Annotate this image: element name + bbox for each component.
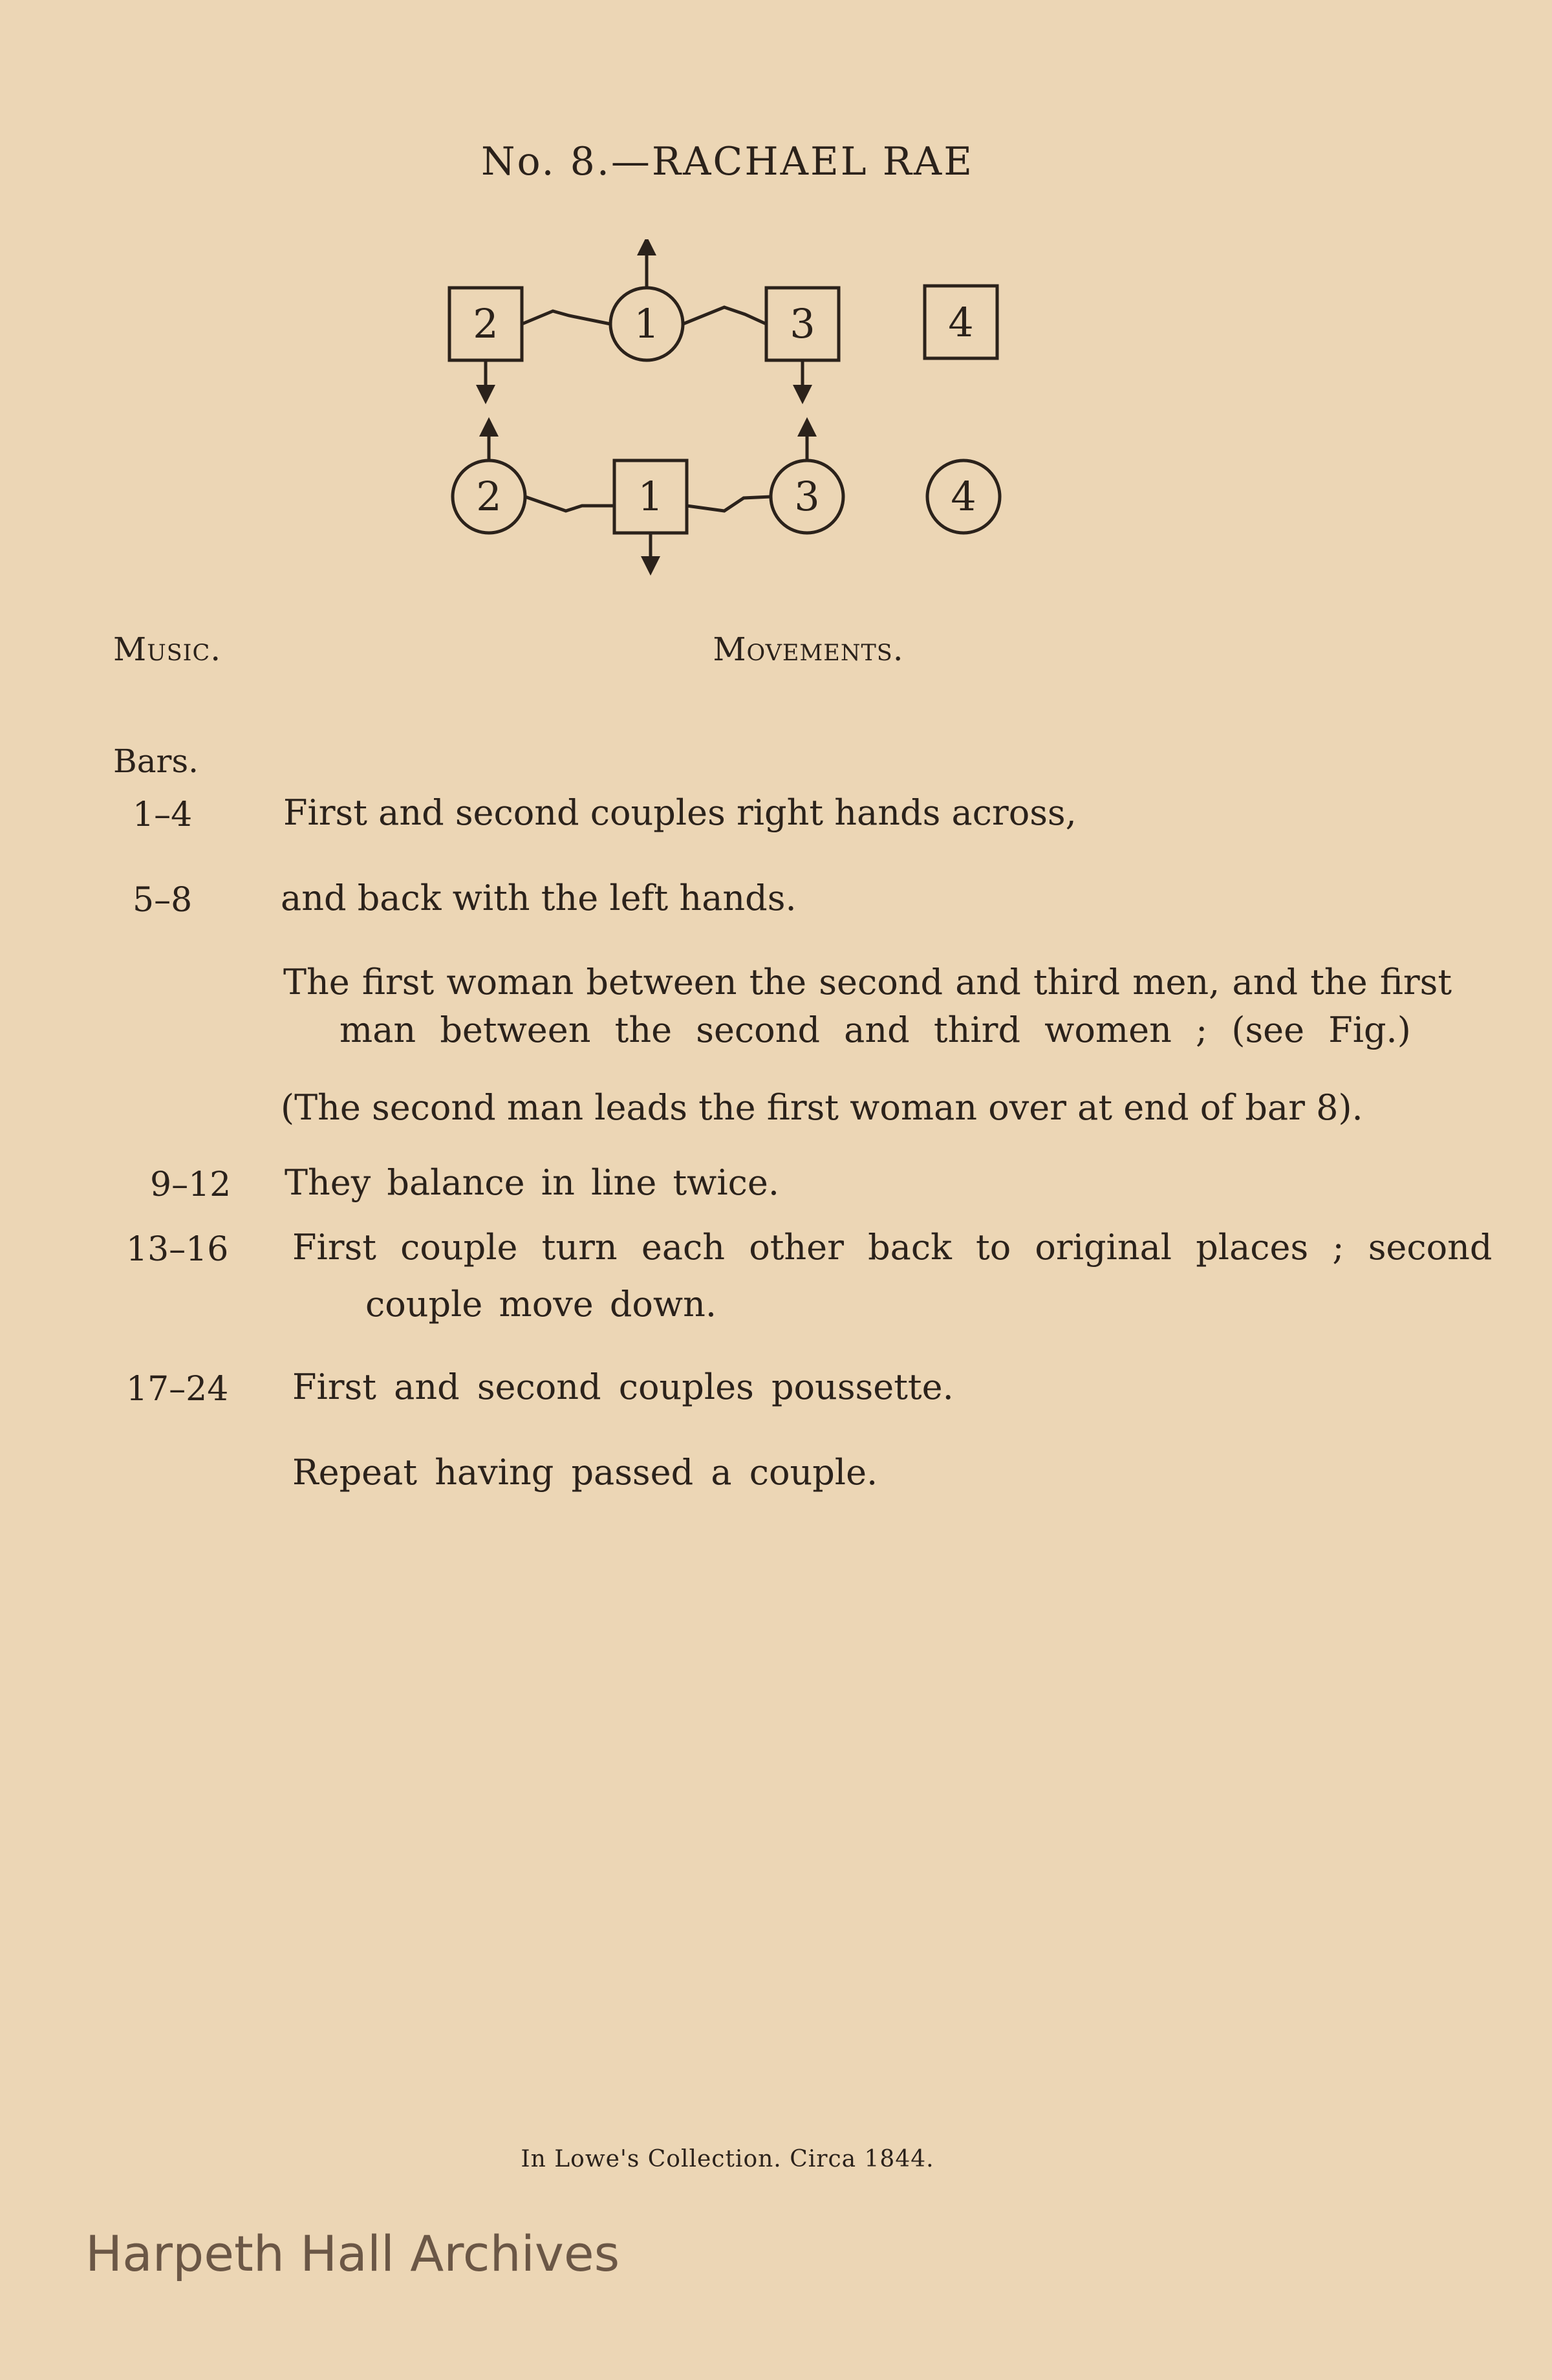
movement-text-continued: man between the second and third women ; (see Fig.) xyxy=(339,1010,1411,1050)
fig-row1-label-2: 2 xyxy=(473,300,499,347)
fig-row1-connector-b xyxy=(683,307,766,324)
movement-text: They balance in line twice. xyxy=(285,1162,780,1203)
source-footnote: In Lowe's Collection. Circa 1844. xyxy=(521,2146,934,2172)
bars-value: 9–12 xyxy=(150,1165,232,1204)
movement-text: First and second couples right hands across, xyxy=(283,792,1077,833)
movement-text: Repeat having passed a couple. xyxy=(292,1452,878,1493)
fig-row2-label-4: 4 xyxy=(951,473,976,520)
movement-text: First couple turn each other back to original places ; second xyxy=(292,1227,1493,1268)
fig-row1-label-3: 3 xyxy=(790,300,815,347)
bars-label: Bars. xyxy=(113,742,199,780)
movements-heading: Movements. xyxy=(713,631,904,668)
movement-text: and back with the left hands. xyxy=(281,878,797,918)
archive-watermark: Harpeth Hall Archives xyxy=(85,2225,620,2282)
bars-value: 17–24 xyxy=(126,1370,229,1409)
bars-value: 1–4 xyxy=(133,795,193,834)
bars-value: 5–8 xyxy=(133,881,193,920)
page-title: No. 8.—RACHAEL RAE xyxy=(480,139,975,184)
movement-text: First and second couples poussette. xyxy=(292,1367,954,1407)
fig-row1-label-4: 4 xyxy=(948,299,974,346)
fig-row2-label-1: 1 xyxy=(638,473,663,520)
fig-row2-connector-a xyxy=(525,497,614,511)
movement-text-continued: couple move down. xyxy=(365,1284,717,1325)
movement-text: (The second man leads the first woman over at end of bar 8). xyxy=(281,1087,1363,1128)
fig-row2-connector-b xyxy=(687,497,771,511)
fig-row1-label-1: 1 xyxy=(634,300,660,347)
fig-row2-label-2: 2 xyxy=(476,473,502,520)
fig-row2-label-3: 3 xyxy=(794,473,820,520)
bars-value: 13–16 xyxy=(126,1230,229,1269)
music-heading: Music. xyxy=(113,631,222,668)
movement-text: The first woman between the second and third men, and the first xyxy=(283,962,1452,1002)
fig-row1-connector-a xyxy=(522,311,610,324)
dance-figure xyxy=(427,239,1022,576)
